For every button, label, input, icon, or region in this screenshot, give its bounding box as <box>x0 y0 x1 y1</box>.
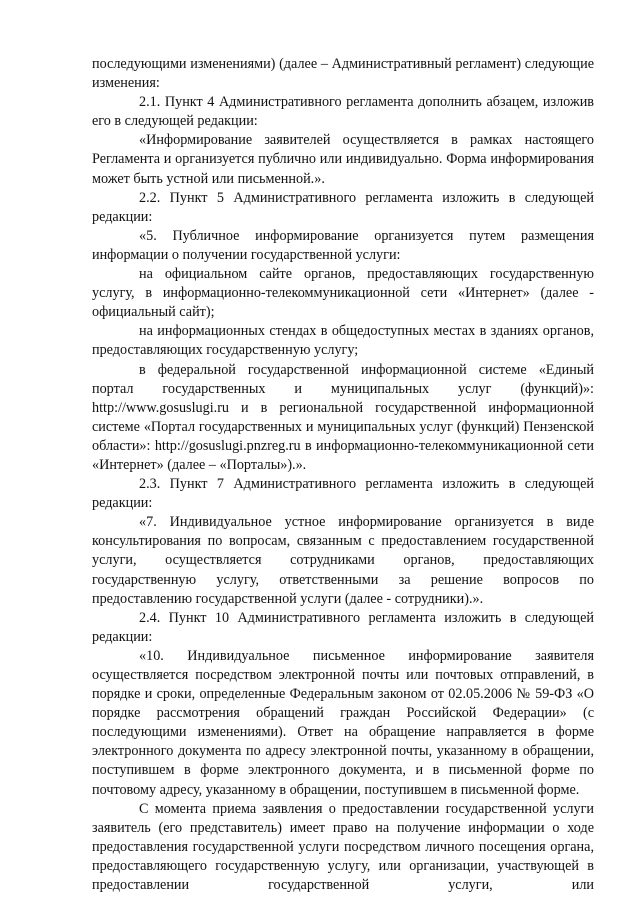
paragraph-info-stands: на информационных стендах в общедоступных местах в зданиях органов, предоставляющих государственную услугу; <box>92 323 594 359</box>
paragraph-item-2-4: 2.4. Пункт 10 Административного регламента изложить в следующей редакции: <box>92 609 594 645</box>
paragraph-intro-continuation: последующими изменениями) (далее – Административный регламент) следующие изменения: <box>92 56 594 92</box>
paragraph-quote-informing: «Информирование заявителей осуществляется в рамках настоящего Регламента и организуется публично или индивидуально. Форма информирования может быть устной или письменной.». <box>92 132 594 187</box>
paragraph-item-2-3: 2.3. Пункт 7 Административного регламента изложить в следующей редакции: <box>92 476 594 512</box>
paragraph-quote-point-7: «7. Индивидуальное устное информирование организуется в виде консультирования по вопросам, связанным с предоставлением государственной услуги, осуществляется сотрудниками органов, предоставляющих государственную услугу, ответственными за решение вопросов по предоставлению государственной услуги (далее - сотрудники).». <box>92 514 594 607</box>
paragraph-portals: в федеральной государственной информационной системе «Единый портал государственных и муниципальных услуг (функций)»: http://www.gosuslugi.ru и в региональной государственной информационной системе «Портал государственных и муниципальных услуг (функций) Пензенской области»: http://gosuslugi.pnzreg.ru в информационно-телекоммуникационной сети «Интернет» (далее – «Порталы»).». <box>92 361 594 473</box>
paragraph-item-2-1: 2.1. Пункт 4 Административного регламента дополнить абзацем, изложив его в следующей редакции: <box>92 94 594 130</box>
paragraph-quote-point-5: «5. Публичное информирование организуется путем размещения информации о получении государственной услуги: <box>92 227 594 263</box>
document-page <box>92 55 594 895</box>
paragraph-quote-point-10: «10. Индивидуальное письменное информирование заявителя осуществляется посредством электронной почты или почтовых отправлений, в порядке и сроки, определенные Федеральным законом от 02.05.2006 № 59-ФЗ «О порядке рассмотрения обращений граждан Российской Федерации» (с последующими изменениями). Ответ на обращение направляется в форме электронного документа по адресу электронной почты, указанному в обращении, поступившем в форме электронного документа, и в письменной форме по почтовому адресу, указанному в обращении, поступившем в письменной форме. <box>92 647 594 798</box>
paragraph-application-status: С момента приема заявления о предоставлении государственной услуги заявитель (его представитель) имеет право на получение информации о ходе предоставления государственной услуги посредством личного посещения органа, предоставляющего государственную услугу, или организации, участвующей в предоставлении государственной услуги, или <box>92 800 594 894</box>
paragraph-item-2-2: 2.2. Пункт 5 Административного регламента изложить в следующей редакции: <box>92 189 594 225</box>
paragraph-official-site: на официальном сайте органов, предоставляющих государственную услугу, в информационно-телекоммуникационной сети «Интернет» (далее - официальный сайт); <box>92 266 594 321</box>
